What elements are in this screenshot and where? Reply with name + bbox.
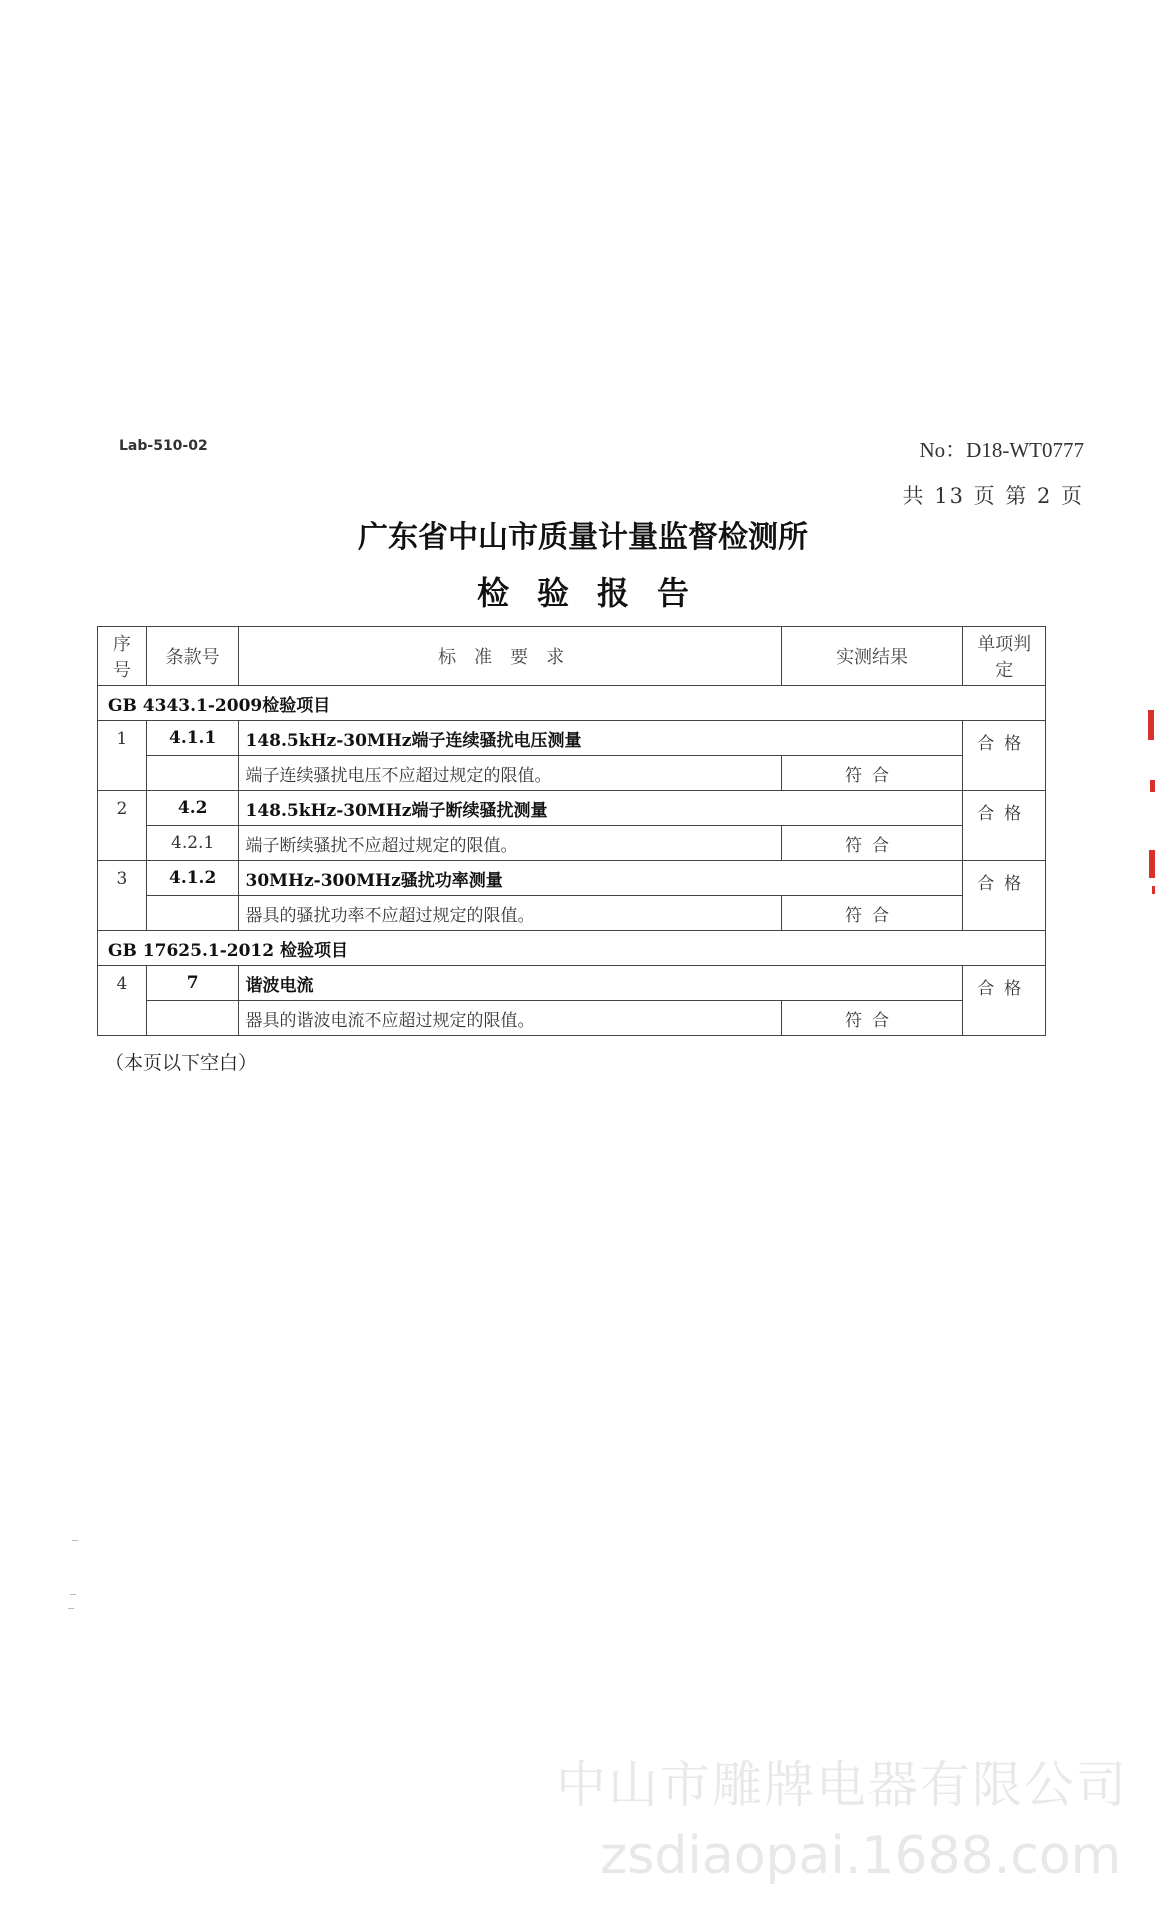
requirement-cell: 端子连续骚扰电压不应超过规定的限值。 bbox=[239, 756, 781, 791]
sub-clause-cell bbox=[146, 1001, 239, 1036]
column-header-requirement: 标准要求 bbox=[239, 627, 781, 686]
table-row bbox=[98, 966, 1046, 1001]
requirement-cell: 器具的骚扰功率不应超过规定的限值。 bbox=[239, 896, 781, 931]
table-row bbox=[98, 896, 1046, 931]
section-row bbox=[98, 686, 1046, 721]
organization-title: 广东省中山市质量计量监督检测所 bbox=[358, 520, 808, 555]
sub-clause-cell bbox=[146, 896, 239, 931]
seq-cell: 2 bbox=[98, 791, 147, 861]
judgment-cell: 合格 bbox=[963, 721, 1046, 791]
margin-tick bbox=[70, 1594, 76, 1595]
item-name-cell: 148.5kHz-30MHz端子断续骚扰测量 bbox=[239, 791, 963, 826]
page-info: 共 13 页 第 2 页 bbox=[902, 484, 1084, 508]
item-name-cell: 30MHz-300MHz骚扰功率测量 bbox=[239, 861, 963, 896]
seq-cell: 1 bbox=[98, 721, 147, 791]
seq-cell: 4 bbox=[98, 966, 147, 1036]
watermark-site: zsdiaopai.1688.com bbox=[600, 1826, 1122, 1886]
blank-page-note: （本页以下空白） bbox=[105, 1052, 258, 1074]
seq-cell: 3 bbox=[98, 861, 147, 931]
watermark-company: 中山市雕牌电器有限公司 bbox=[556, 1756, 1128, 1814]
table-header-row bbox=[98, 627, 1046, 686]
requirement-cell: 器具的谐波电流不应超过规定的限值。 bbox=[239, 1001, 781, 1036]
lab-code: Lab-510-02 bbox=[119, 438, 208, 454]
clause-cell: 4.1.1 bbox=[146, 721, 239, 756]
column-header-judgment: 单项判定 bbox=[963, 627, 1046, 686]
judgment-cell: 合格 bbox=[963, 791, 1046, 861]
sub-clause-cell: 4.2.1 bbox=[146, 826, 239, 861]
table-row bbox=[98, 791, 1046, 826]
section-title: GB 4343.1-2009检验项目 bbox=[98, 686, 1046, 721]
sub-clause-cell bbox=[146, 756, 239, 791]
section-row bbox=[98, 931, 1046, 966]
requirement-cell: 端子断续骚扰不应超过规定的限值。 bbox=[239, 826, 781, 861]
item-name-cell: 谐波电流 bbox=[239, 966, 963, 1001]
table-row bbox=[98, 721, 1046, 756]
inspection-table bbox=[97, 626, 1046, 1036]
judgment-cell: 合格 bbox=[963, 966, 1046, 1036]
report-title: 检验报告 bbox=[476, 574, 717, 612]
result-cell: 符合 bbox=[781, 896, 963, 931]
document-number: No：D18-WT0777 bbox=[919, 438, 1084, 462]
column-header-clause: 条款号 bbox=[146, 627, 239, 686]
table-row bbox=[98, 1001, 1046, 1036]
table-row bbox=[98, 756, 1046, 791]
item-name-cell: 148.5kHz-30MHz端子连续骚扰电压测量 bbox=[239, 721, 963, 756]
clause-cell: 4.1.2 bbox=[146, 861, 239, 896]
stamp-edge-mark bbox=[1150, 780, 1155, 792]
stamp-edge-mark bbox=[1152, 886, 1155, 894]
table-row bbox=[98, 826, 1046, 861]
table-row bbox=[98, 861, 1046, 896]
clause-cell: 7 bbox=[146, 966, 239, 1001]
column-header-seq: 序号 bbox=[98, 627, 147, 686]
margin-tick bbox=[72, 1540, 78, 1541]
stamp-edge-mark bbox=[1148, 710, 1154, 740]
column-header-result: 实测结果 bbox=[781, 627, 963, 686]
result-cell: 符合 bbox=[781, 1001, 963, 1036]
clause-cell: 4.2 bbox=[146, 791, 239, 826]
stamp-edge-mark bbox=[1149, 850, 1155, 878]
section-title: GB 17625.1-2012 检验项目 bbox=[98, 931, 1046, 966]
judgment-cell: 合格 bbox=[963, 861, 1046, 931]
result-cell: 符合 bbox=[781, 756, 963, 791]
result-cell: 符合 bbox=[781, 826, 963, 861]
margin-tick bbox=[68, 1608, 74, 1609]
